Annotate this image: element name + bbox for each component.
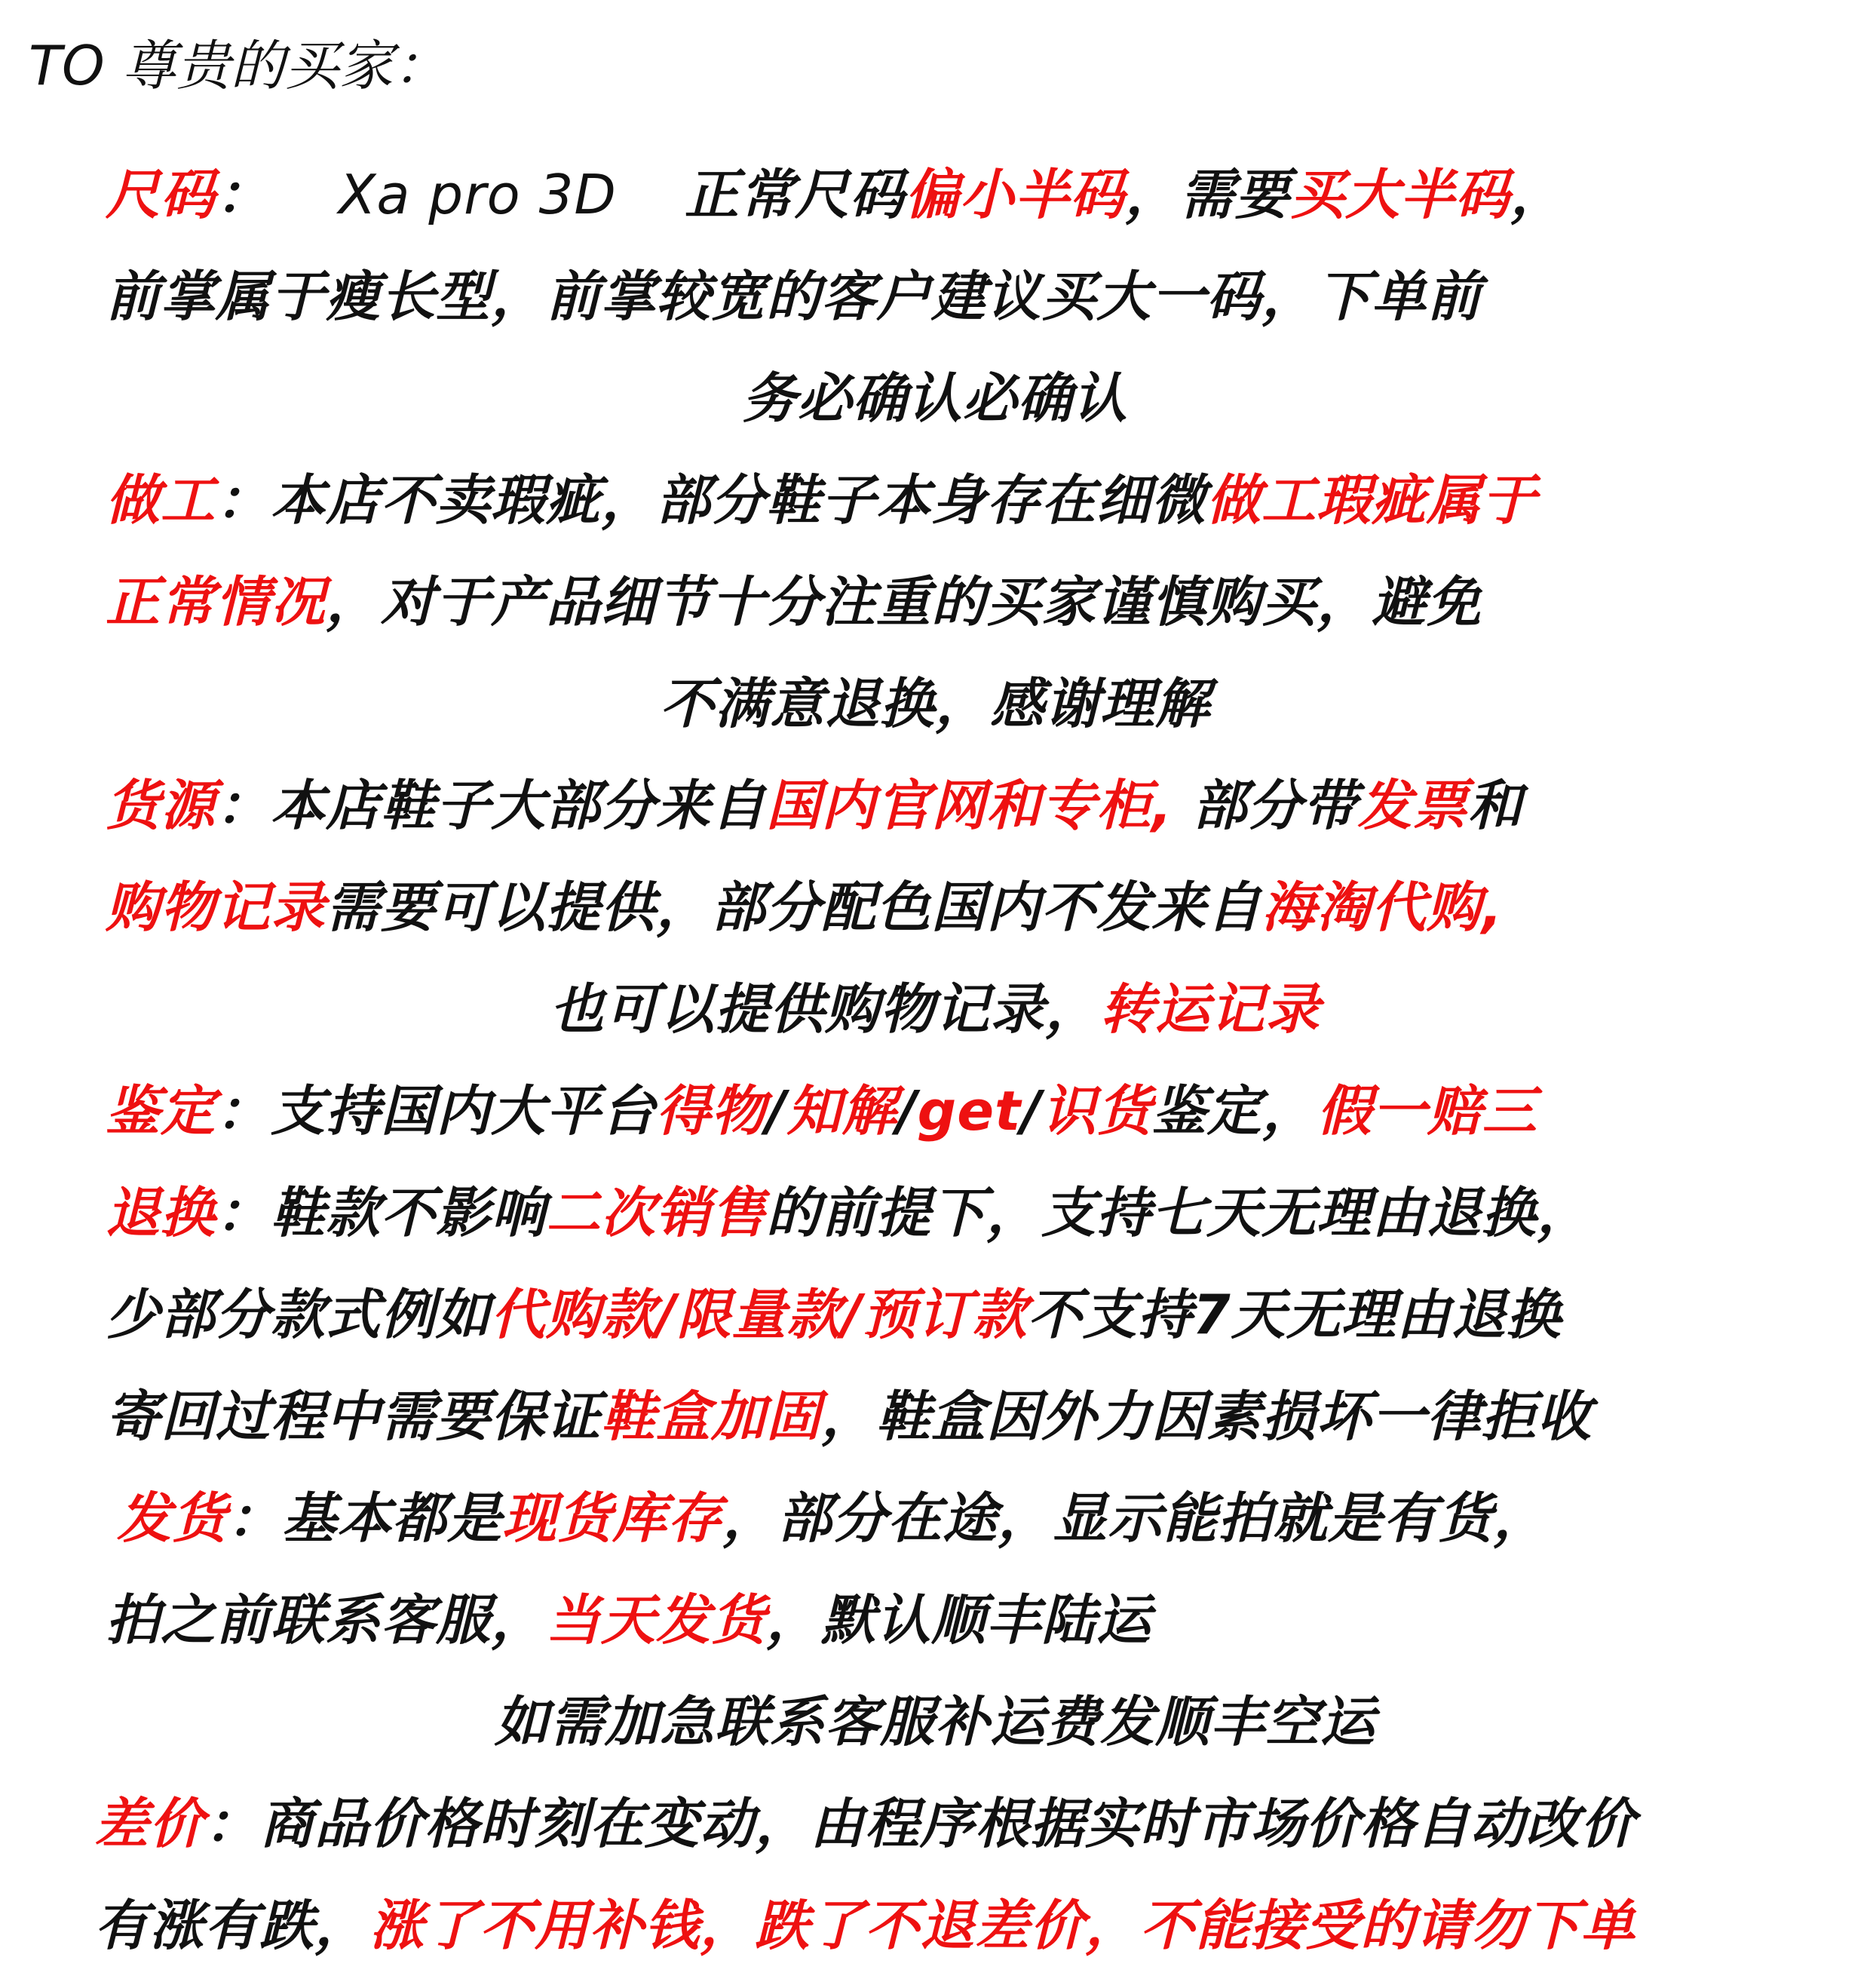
returns-label: 退换 [106,1181,216,1244]
shipping-text-3: 拍之前联系客服， [106,1588,547,1652]
price-line-1 [94,1787,1635,1860]
source-red-5: 转运记录 [1100,977,1321,1041]
craft-text-2: ，对于产品细节十分注重的买家谨慎购买，避免 [326,570,1482,634]
craft-line-1 [106,464,1537,536]
craft-red-1: 做工瑕疵属于 [1206,468,1537,532]
returns-text-1: ：鞋款不影响 [216,1181,547,1244]
returns-line-3 [106,1380,1592,1453]
size-text-2: ，需要 [1124,163,1290,226]
returns-red-1: 二次销售 [546,1181,767,1244]
returns-red-2: 代购款/限量款/预订款 [491,1283,1028,1346]
size-label: 尺码 [106,163,216,226]
source-line-3 [0,973,1870,1045]
source-red-2: 发票 [1357,774,1468,837]
auth-slash-1: / [766,1079,787,1143]
size-text-1: 正常尺码 [684,163,905,226]
auth-slash-3: / [1021,1079,1042,1143]
returns-text-6: ，鞋盒因外力因素损坏一律拒收 [821,1385,1593,1448]
source-text-5: 也可以提供购物记录， [549,977,1100,1041]
auth-line [106,1075,1537,1147]
size-text-3: ， [1510,163,1565,226]
craft-line-2 [106,566,1482,638]
returns-text-4: 不支持7天无理由退换 [1027,1283,1562,1346]
auth-text-1: ：支持国内大平台 [216,1079,657,1143]
source-text-3: 和 [1467,774,1523,837]
source-text-2: 部分带 [1173,774,1358,837]
auth-slash-2: / [897,1079,918,1143]
source-red-4: 海淘代购, [1261,876,1504,939]
craft-text-1: ：本店不卖瑕疵，部分鞋子本身存在细微 [216,468,1207,532]
size-colon: ： [216,163,271,226]
shipping-red-2: 当天发货 [546,1588,767,1652]
source-text-4: 需要可以提供，部分配色国内不发来自 [326,876,1262,939]
shipping-red-1: 现货库存 [502,1486,723,1550]
shipping-text-2: ，部分在途，显示能拍就是有货， [722,1486,1549,1550]
source-line-1 [106,769,1523,842]
craft-line-3: 不满意退换，感谢理解 [659,672,1210,735]
greeting-header: TO 尊贵的买家： [29,34,448,97]
craft-red-2: 正常情况 [106,570,326,634]
size-line-3: 务必确认必确认 [742,367,1128,430]
returns-line-1 [106,1177,1592,1249]
returns-line-2 [106,1278,1562,1351]
auth-red-1: 得物 [656,1079,767,1143]
price-red-1: 涨了不用补钱，跌了不退差价，不能接受的请勿下单 [369,1894,1636,1957]
source-red-1: 国内官网和专柜, [766,774,1173,837]
size-line-2: 前掌属于瘦长型，前掌较宽的客户建议买大一码，下单前 [106,265,1482,328]
returns-text-3: 少部分款式例如 [106,1283,492,1346]
shipping-label: 发货 [117,1486,228,1550]
price-text-2: 有涨有跌， [94,1894,370,1957]
size-model: Xa pro 3D [339,163,617,226]
shipping-text-4: ，默认顺丰陆运 [766,1588,1152,1652]
price-line-2 [94,1889,1635,1962]
auth-red-3: get [917,1079,1022,1143]
returns-red-3: 鞋盒加固 [601,1385,822,1448]
craft-label: 做工 [106,468,216,532]
auth-red-5: 假一赔三 [1317,1079,1537,1143]
price-text-1: ：商品价格时刻在变动，由程序根据实时市场价格自动改价 [204,1792,1636,1855]
source-text-1: ：本店鞋子大部分来自 [216,774,767,837]
auth-label: 鉴定 [106,1079,216,1143]
returns-text-5: 寄回过程中需要保证 [106,1385,602,1448]
shipping-text-1: ：基本都是 [227,1486,503,1550]
auth-red-4: 识货 [1041,1079,1152,1143]
returns-text-2: 的前提下，支持七天无理由退换， [766,1181,1593,1244]
auth-red-2: 知解 [786,1079,897,1143]
source-line-2 [106,871,1503,943]
shipping-line-2 [106,1584,1151,1656]
shipping-line-1 [117,1482,1548,1554]
source-label: 货源 [106,774,216,837]
size-red-2: 买大半码 [1289,163,1510,226]
size-red-1: 偏小半码 [904,163,1125,226]
price-label: 差价 [94,1792,205,1855]
auth-text-2: 鉴定， [1151,1079,1317,1143]
source-red-3: 购物记录 [106,876,326,939]
size-line-1 [106,158,1565,231]
shipping-line-3: 如需加急联系客服补运费发顺丰空运 [494,1690,1375,1753]
